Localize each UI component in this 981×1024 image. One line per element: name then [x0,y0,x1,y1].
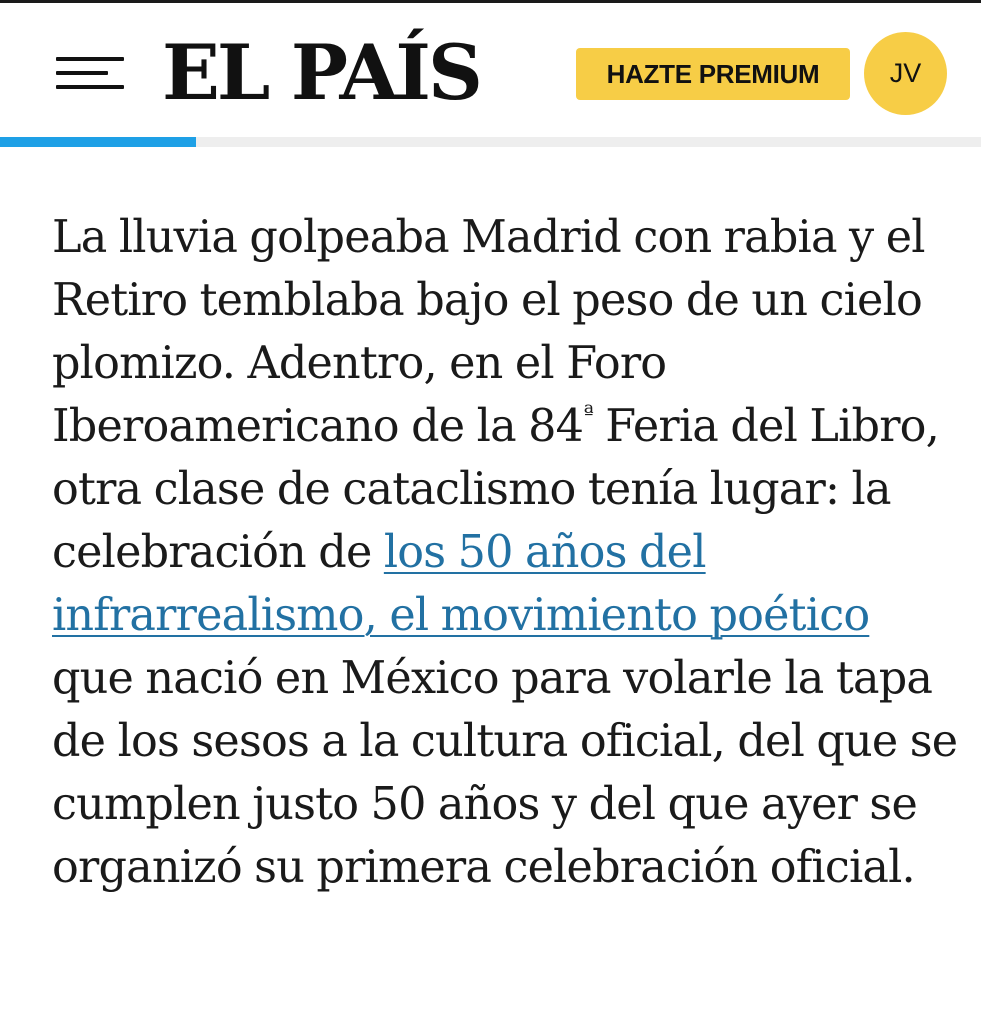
reading-progress-fill [0,137,196,147]
ordinal-superscript: ª [583,402,593,427]
reading-progress-bar [0,137,981,147]
paragraph-text: Feria del Libro, otra clase de cataclismo tenía lugar: la celebración de [52,401,940,578]
article-inline-link[interactable]: los 50 años del infrarrealismo, el movimiento poético [52,527,870,641]
article-paragraph [52,206,962,899]
hamburger-menu-icon[interactable] [56,47,128,97]
site-header [0,3,981,136]
article-body [52,206,962,899]
site-logo[interactable]: EL PAÍS [162,27,480,117]
user-avatar[interactable]: JV [864,32,947,115]
paragraph-text: La lluvia golpeaba Madrid con rabia y el Retiro temblaba bajo el peso de un cielo plomizo. Adentro, en el Foro Iberoamericano de la 84 [52,212,925,452]
menu-line [56,85,124,89]
paragraph-text: que nació en México para volarle la tapa de los sesos a la cultura oficial, del que se cumplen justo 50 años y del que ayer se organizó su primera celebración oficial. [52,653,958,893]
menu-line [56,57,124,61]
subscribe-premium-button[interactable]: HAZTE PREMIUM [576,48,850,100]
menu-line [56,71,108,75]
